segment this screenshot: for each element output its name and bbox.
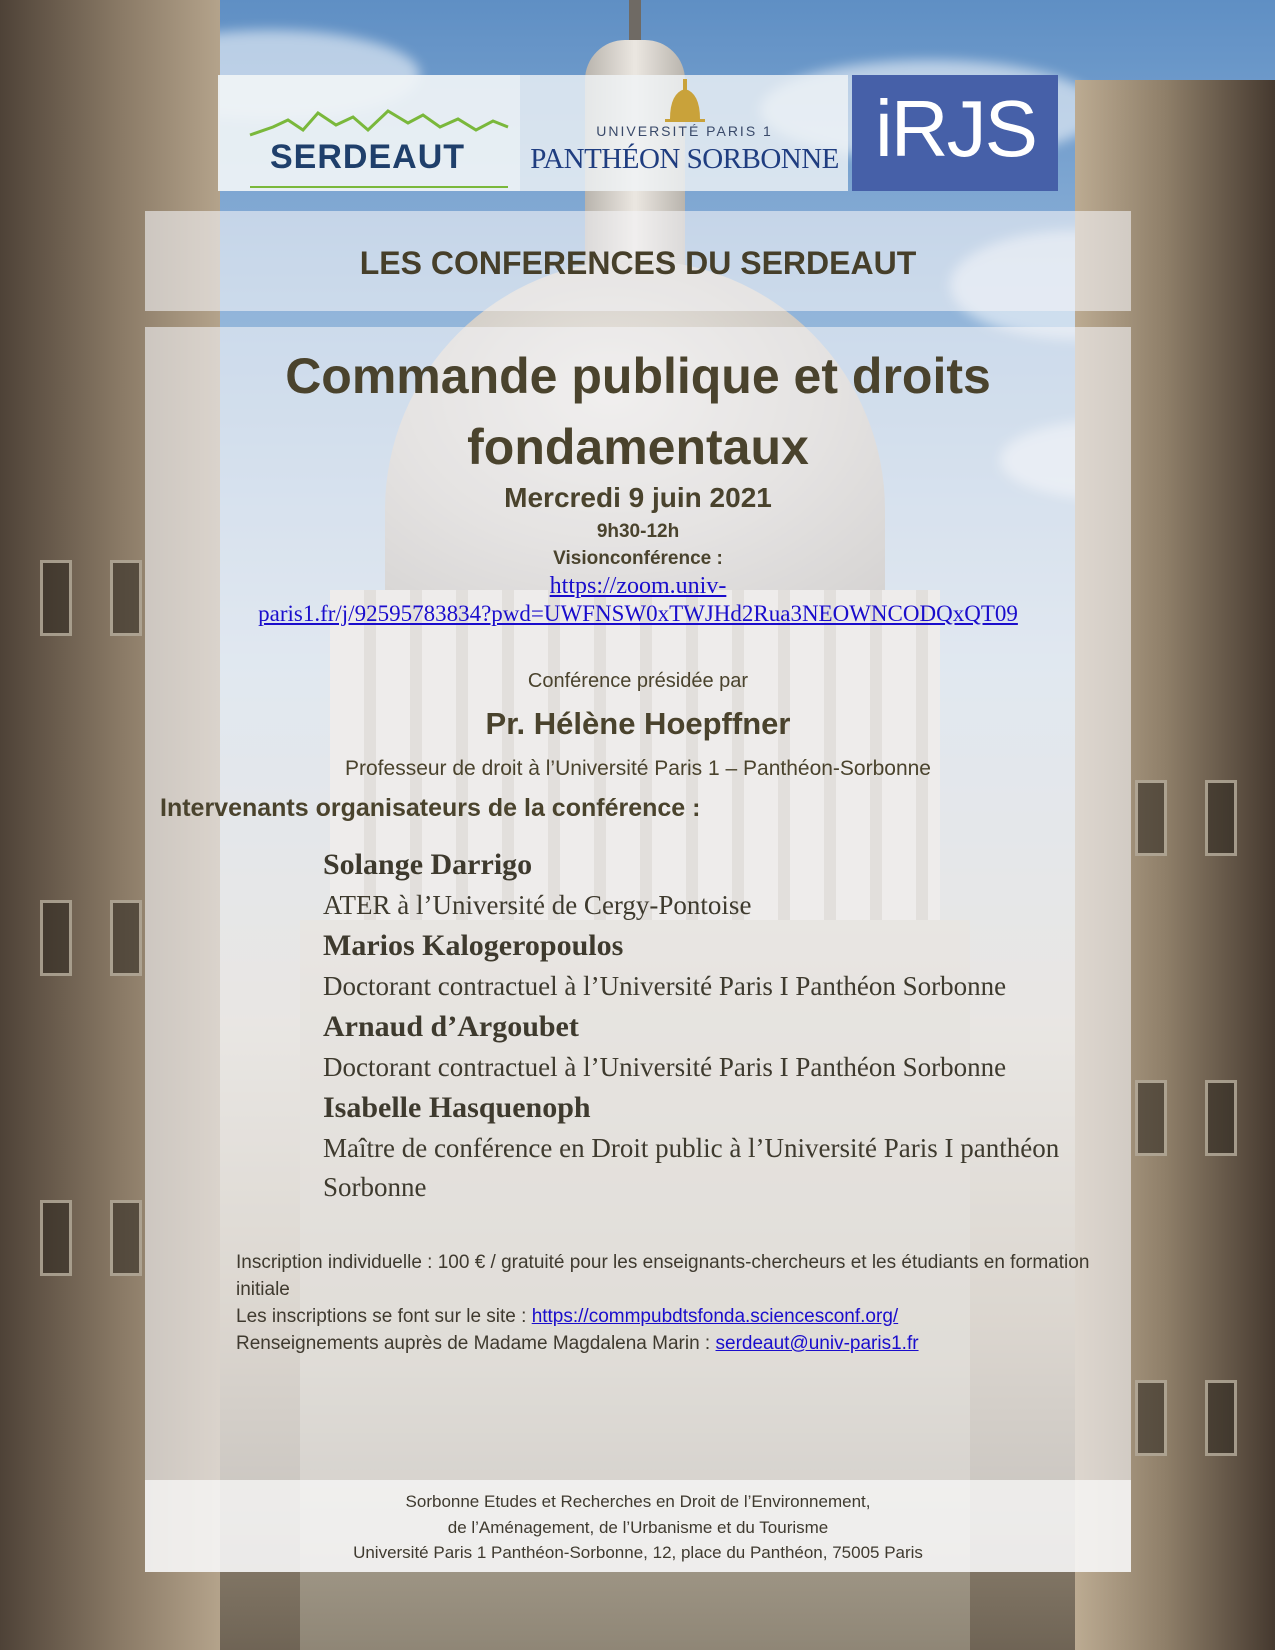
presided-by-label: Conférence présidée par <box>527 670 749 692</box>
speaker-role: ATER à l’Université de Cergy-Pontoise <box>323 890 752 920</box>
speaker-item <box>323 844 1123 925</box>
speaker-item <box>323 1006 1123 1087</box>
series-header <box>145 211 1131 311</box>
videoconference-label: Visionconférence : <box>553 548 723 569</box>
speaker-name: Solange Darrigo <box>323 848 533 881</box>
speaker-name: Arnaud d’Argoubet <box>323 1010 579 1043</box>
university-name-small: UNIVERSITÉ PARIS 1 <box>596 123 773 139</box>
speaker-role: Doctorant contractuel à l’Université Paris I Panthéon Sorbonne <box>323 971 1007 1001</box>
registration-info <box>236 1249 1106 1357</box>
footer-line2: de l’Aménagement, de l’Urbanisme et du Tourisme <box>447 1518 829 1537</box>
serdeaut-logo <box>218 75 520 191</box>
zoom-link-line1[interactable] <box>145 573 1131 600</box>
president-name: Pr. Hélène Hoepffner <box>485 706 791 741</box>
conference-title-line1: Commande publique et droits <box>285 348 991 404</box>
registration-label: Les inscriptions se font sur le site : <box>236 1306 532 1327</box>
university-name-large: PANTHÉON SORBONNE <box>530 143 839 175</box>
contact-line <box>236 1330 1106 1357</box>
speaker-item <box>323 925 1123 1006</box>
registration-line <box>236 1303 1106 1330</box>
series-title: LES CONFERENCES DU SERDEAUT <box>359 245 917 281</box>
footer-address: Université Paris 1 Panthéon-Sorbonne, 12, place du Panthéon, 75005 Paris <box>353 1543 923 1562</box>
contact-email-link[interactable]: serdeaut@univ-paris1.fr <box>715 1333 919 1354</box>
zoom-link-part2[interactable]: paris1.fr/j/92595783834?pwd=UWFNSW0xTWJHd2Rua3NEOWNCODQxQT09 <box>258 601 1018 626</box>
speaker-name: Marios Kalogeropoulos <box>323 929 624 962</box>
contact-label: Renseignements auprès de Madame Magdalena Marin : <box>236 1333 716 1354</box>
speakers-heading: Intervenants organisateurs de la conférence : <box>160 794 701 822</box>
footer-line1: Sorbonne Etudes et Recherches en Droit de l’Environnement, <box>405 1492 871 1511</box>
dome-icon <box>520 75 850 123</box>
conference-time: 9h30-12h <box>596 521 680 542</box>
fee-text: Inscription individuelle : 100 € / gratuité pour les enseignants-chercheurs et les étudiants en formation initiale <box>236 1252 1090 1300</box>
irjs-wordmark: iRJS <box>875 84 1036 173</box>
president-role: Professeur de droit à l’Université Paris 1 – Panthéon-Sorbonne <box>345 757 931 780</box>
conference-title-line2: fondamentaux <box>467 419 809 475</box>
speaker-item <box>323 1087 1123 1207</box>
speakers-list <box>323 844 1123 1207</box>
pantheon-sorbonne-logo <box>520 75 848 191</box>
zoom-link-line2[interactable] <box>145 601 1131 627</box>
conference-date: Mercredi 9 juin 2021 <box>504 482 772 513</box>
speaker-role: Maître de conférence en Droit public à l’Université Paris I panthéon Sorbonne <box>323 1133 1060 1202</box>
registration-link[interactable]: https://commpubdtsfonda.sciencesconf.org/ <box>531 1306 899 1327</box>
speaker-role: Doctorant contractuel à l’Université Paris I Panthéon Sorbonne <box>323 1052 1007 1082</box>
irjs-logo <box>852 75 1058 191</box>
zoom-link-part1[interactable]: https://zoom.univ- <box>549 573 727 599</box>
serdeaut-wordmark: SERDEAUT <box>270 138 466 176</box>
speaker-name: Isabelle Hasquenoph <box>323 1091 591 1124</box>
footer <box>145 1480 1131 1572</box>
conference-details <box>145 327 1131 1572</box>
logo-band <box>218 75 1058 191</box>
